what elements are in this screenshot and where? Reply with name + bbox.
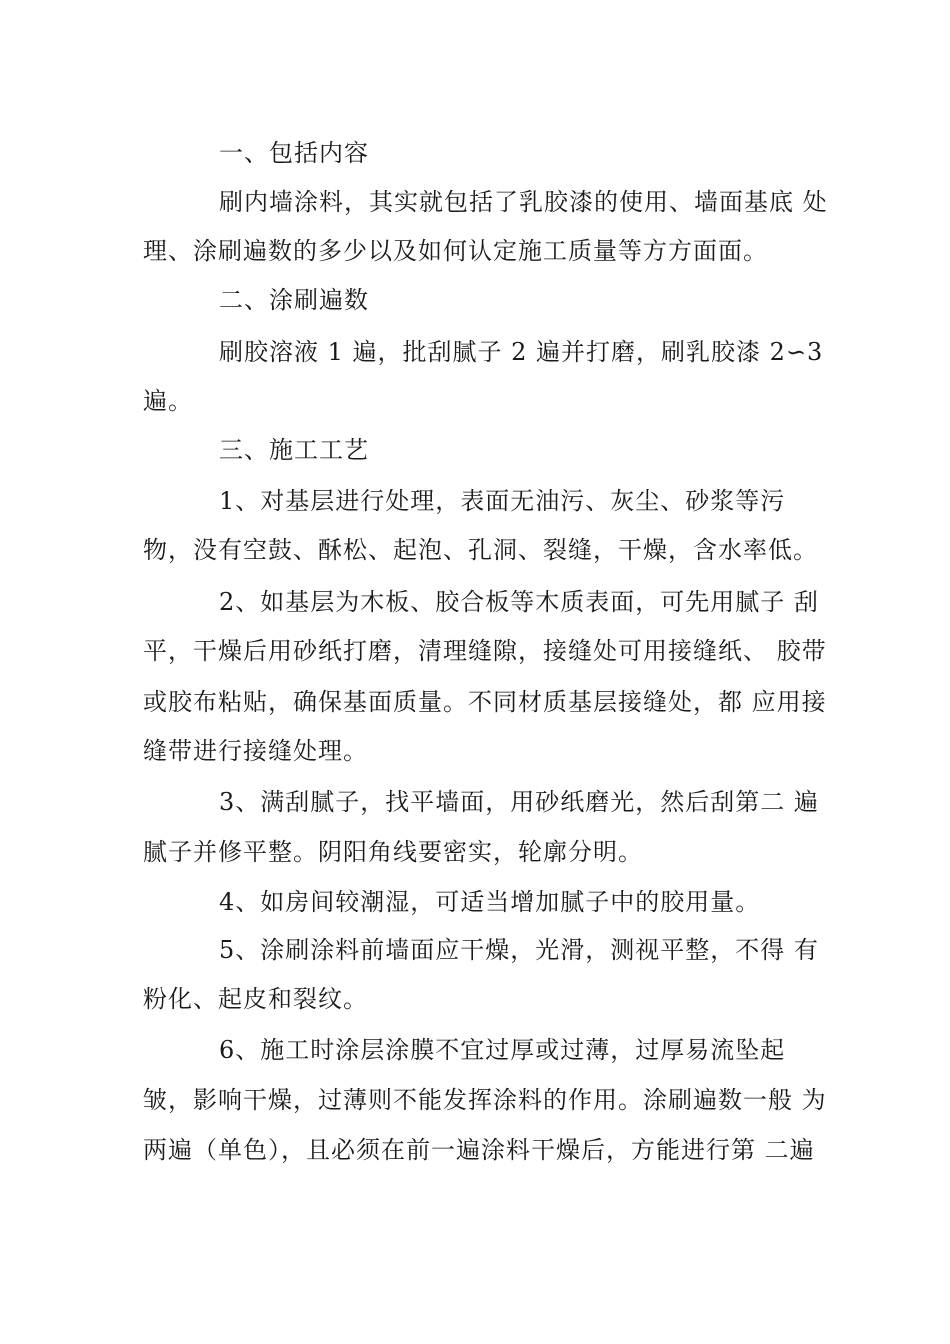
paragraph-line: 粉化、起皮和裂纹。 (143, 985, 368, 1013)
paragraph-line: 物，没有空鼓、酥松、起泡、孔洞、裂缝，干燥，含水率低。 (143, 536, 818, 564)
paragraph-line: 5、涂刷涂料前墙面应干燥，光滑，测视平整，不得 有 (219, 936, 819, 964)
paragraph-line: 刷胶溶液 1 遍，批刮腻子 2 遍并打磨，刷乳胶漆 2∽3 (219, 338, 824, 366)
paragraph-line: 3、满刮腻子，找平墙面，用砂纸磨光，然后刮第二 遍 (219, 788, 819, 816)
paragraph-line: 平，干燥后用砂纸打磨，清理缝隙，接缝处可用接缝纸、 胶带 (143, 637, 827, 665)
paragraph-line: 腻子并修平整。阴阳角线要密实，轮廓分明。 (143, 838, 643, 866)
paragraph-line: 刷内墙涂料，其实就包括了乳胶漆的使用、墙面基底 处 (219, 188, 828, 216)
paragraph-line: 4、如房间较潮湿，可适当增加腻子中的胶用量。 (219, 888, 761, 916)
heading-coats: 二、涂刷遍数 (219, 286, 369, 314)
paragraph-line: 2、如基层为木板、胶合板等木质表面，可先用腻子 刮 (219, 588, 819, 616)
paragraph-line: 或胶布粘贴，确保基面质量。不同材质基层接缝处，都 应用接 (143, 688, 827, 716)
paragraph-line: 6、施工时涂层涂膜不宜过厚或过薄，过厚易流坠起 (219, 1036, 786, 1064)
paragraph-line: 缝带进行接缝处理。 (143, 737, 368, 765)
paragraph-line: 遍。 (143, 387, 193, 415)
paragraph-line: 理、涂刷遍数的多少以及如何认定施工质量等方方面面。 (143, 237, 768, 265)
heading-contents: 一、包括内容 (219, 139, 369, 167)
paragraph-line: 1、对基层进行处理，表面无油污、灰尘、砂浆等污 (219, 487, 786, 515)
paragraph-line: 皱，影响干燥，过薄则不能发挥涂料的作用。涂刷遍数一般 为 (143, 1086, 827, 1114)
paragraph-line: 两遍（单色），且必须在前一遍涂料干燥后，方能进行第 二遍 (143, 1136, 815, 1164)
heading-process: 三、施工工艺 (219, 436, 369, 464)
